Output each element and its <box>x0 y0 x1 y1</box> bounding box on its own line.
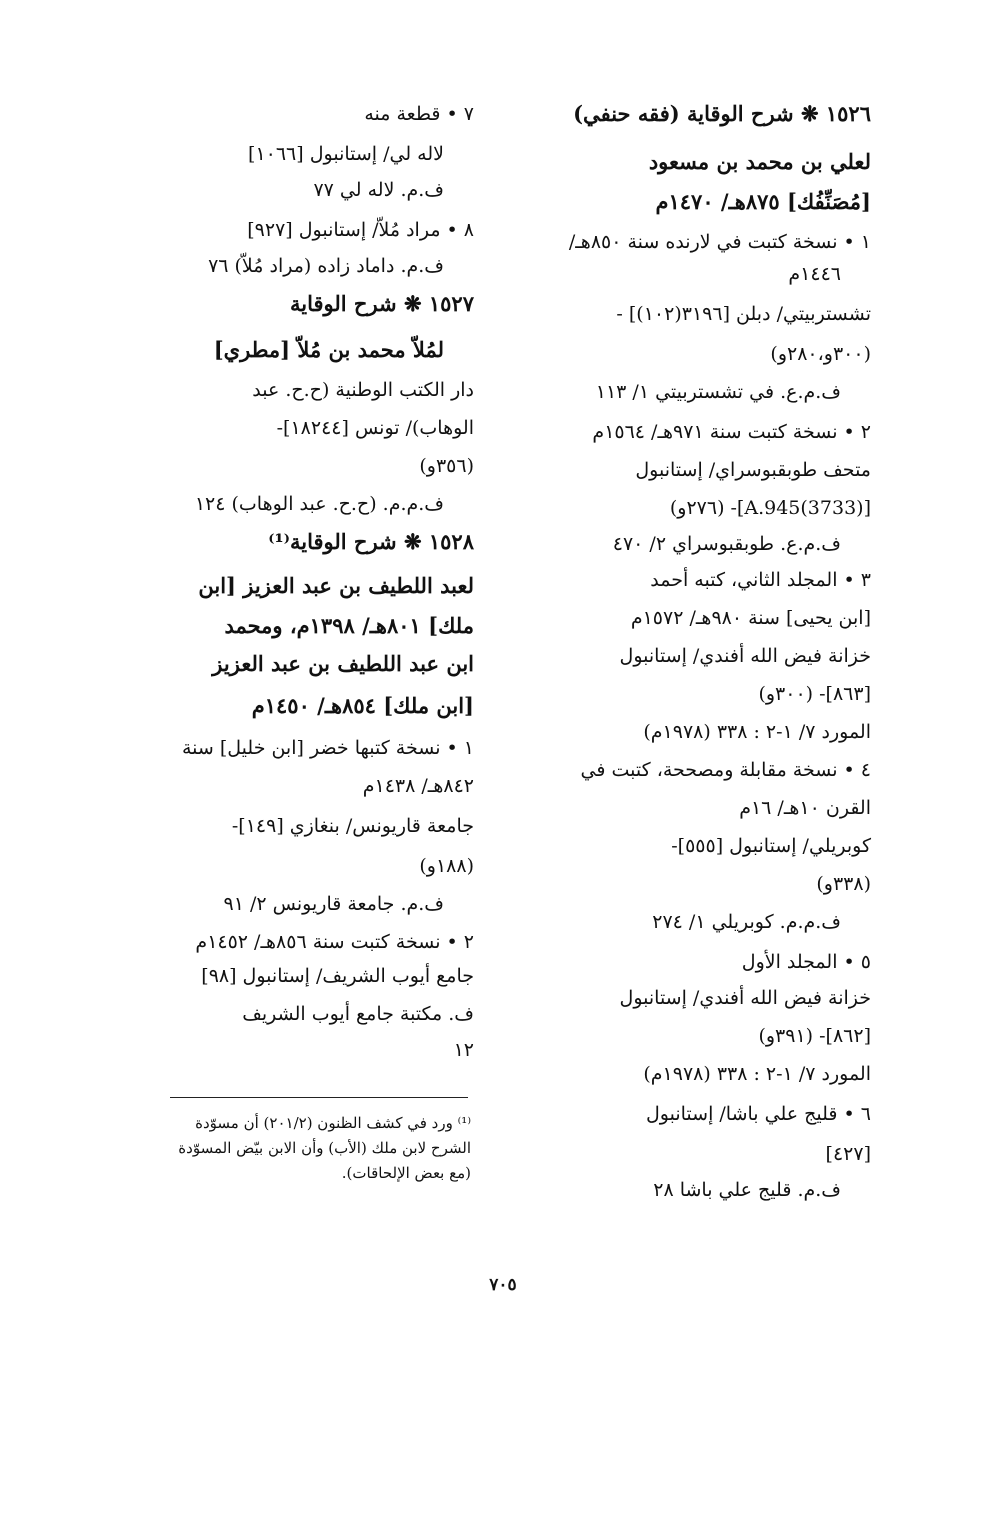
entry-text-line: (٣٥٦و) <box>419 455 474 477</box>
entry-text-line: ١ • نسخة كتبت في لارنده سنة ٨٥٠هـ/ <box>568 231 871 253</box>
entry-text-line: ٢ • نسخة كتبت سنة ٩٧١هـ/ ١٥٦٤م <box>592 421 871 443</box>
entry-heading-line: [مُصَنِّفُك] ٨٧٥هـ/ ١٤٧٠م <box>655 189 871 214</box>
entry-text-line: ٦ • قليج علي باشا/ إستانبول <box>645 1103 871 1125</box>
entry-text-line: ١ • نسخة كتبها خضر [ابن خليل] سنة <box>181 737 474 759</box>
entry-text-line: القرن ١٠هـ/ ١٦م <box>739 797 871 819</box>
entry-text-line: ف.م. جامعة قاريونس ٢/ ٩١ <box>223 893 444 915</box>
page-number: ٧٠٥ <box>489 1275 517 1295</box>
entry-heading-line: ملك] ٨٠١هـ/ ١٣٩٨م، ومحمد <box>224 613 474 638</box>
entry-text-line: [٤٢٧] <box>825 1143 871 1165</box>
entry-text-line: ٧ • قطعة منه <box>364 103 474 125</box>
entry-text-line: ٨٤٢هـ/ ١٤٣٨م <box>362 775 474 797</box>
entry-text-line: ف.م. قليج علي باشا ٢٨ <box>653 1179 841 1201</box>
footnote-line: ⁽¹⁾ ورد في كشف الظنون (٢٠١/٢) أن مسوّدة <box>195 1114 471 1132</box>
entry-text-line: ف.م.ع. في تشستربيتي ١/ ١١٣ <box>595 381 841 403</box>
footnote-divider <box>170 1097 468 1098</box>
entry-text-line: ف.م.م. كوبريلي ١/ ٢٧٤ <box>652 911 841 933</box>
entry-heading-line: ١٥٢٨ ❋ شرح الوقاية⁽¹⁾ <box>268 529 474 554</box>
entry-text-line: المورد ٧/ ١-٢ : ٣٣٨ (١٩٧٨م) <box>643 721 871 743</box>
entry-text-line: ف.م.ع. طوبقبوسراي ٢/ ٤٧٠ <box>612 533 841 555</box>
footnote-line: (مع بعض الإلحاقات). <box>341 1164 471 1182</box>
entry-text-line: تشستربيتي/ دبلن [٣١٩٦(١٠٢)] - <box>616 303 871 325</box>
entry-text-line: [٨٦٢]- (٣٩١و) <box>758 1025 871 1047</box>
entry-text-line: ٥ • المجلد الأول <box>741 951 871 973</box>
entry-text-line: لاله لي/ إستانبول [١٠٦٦] <box>248 143 444 165</box>
entry-heading-line: ابن عبد اللطيف بن عبد العزيز <box>212 651 474 676</box>
entry-text-line: ١٤٤٦م <box>788 263 841 285</box>
entry-text-line: [A.945(3733)]- (٢٧٦و) <box>669 497 871 519</box>
entry-heading-line: [ابن ملك] ٨٥٤هـ/ ١٤٥٠م <box>251 693 474 718</box>
entry-heading-line: ١٥٢٦ ❋ شرح الوقاية (فقه حنفي) <box>573 101 871 126</box>
entry-text-line: كوبريلي/ إستانبول [٥٥٥]- <box>671 835 871 857</box>
footnote-line: الشرح لابن ملك (الأب) وأن الابن بيّض المسوّدة <box>178 1139 471 1157</box>
entry-heading-line: لمُلاّ محمد بن مُلاّ [مطري] <box>213 337 444 362</box>
entry-heading-line: لعلي بن محمد بن مسعود <box>648 149 871 174</box>
entry-text-line: [٨٦٣]- (٣٠٠و) <box>758 683 871 705</box>
entry-text-line: ٤ • نسخة مقابلة ومصححة، كتبت في <box>580 759 871 781</box>
entry-text-line: الوهاب)/ تونس [١٨٢٤٤]- <box>276 417 474 439</box>
entry-text-line: دار الكتب الوطنية (ح.ح. عبد <box>252 379 474 401</box>
entry-text-line: ف. مكتبة جامع أيوب الشريف <box>242 1003 474 1025</box>
entry-text-line: متحف طوبقبوسراي/ إستانبول <box>635 459 871 481</box>
entry-text-line: المورد ٧/ ١-٢ : ٣٣٨ (١٩٧٨م) <box>643 1063 871 1085</box>
entry-text-line: ٨ • مراد مُلاّ/ إستانبول [٩٢٧] <box>247 219 474 241</box>
entry-text-line: جامع أيوب الشريف/ إستانبول [٩٨] <box>201 965 474 987</box>
entry-text-line: ٣ • المجلد الثاني، كتبه أحمد <box>650 569 871 591</box>
entry-text-line: جامعة قاريونس/ بنغازي [١٤٩]- <box>231 815 474 837</box>
footnote <box>136 1111 471 1186</box>
entry-text-line: خزانة فيض الله أفندي/ إستانبول <box>619 987 871 1009</box>
entry-text-line: ف.م.م. (ح.ح. عبد الوهاب) ١٢٤ <box>194 493 444 515</box>
entry-text-line: ١٢ <box>453 1039 474 1061</box>
entry-text-line: [ابن يحيى] سنة ٩٨٠هـ/ ١٥٧٢م <box>630 607 871 629</box>
entry-text-line: ف.م. داماد زاده (مراد مُلاّ) ٧٦ <box>208 255 444 277</box>
entry-text-line: (١٨٨و) <box>419 855 474 877</box>
entry-text-line: ٢ • نسخة كتبت سنة ٨٥٦هـ/ ١٤٥٢م <box>195 931 474 953</box>
entry-text-line: ف.م. لاله لي ٧٧ <box>313 179 444 201</box>
entry-text-line: خزانة فيض الله أفندي/ إستانبول <box>619 645 871 667</box>
entry-heading-line: لعبد اللطيف بن عبد العزيز [ابن <box>198 573 474 598</box>
entry-text-line: (٣٠٠و،٢٨٠و) <box>770 343 871 365</box>
entry-text-line: (٣٣٨و) <box>816 873 871 895</box>
entry-heading-line: ١٥٢٧ ❋ شرح الوقاية <box>289 291 474 316</box>
